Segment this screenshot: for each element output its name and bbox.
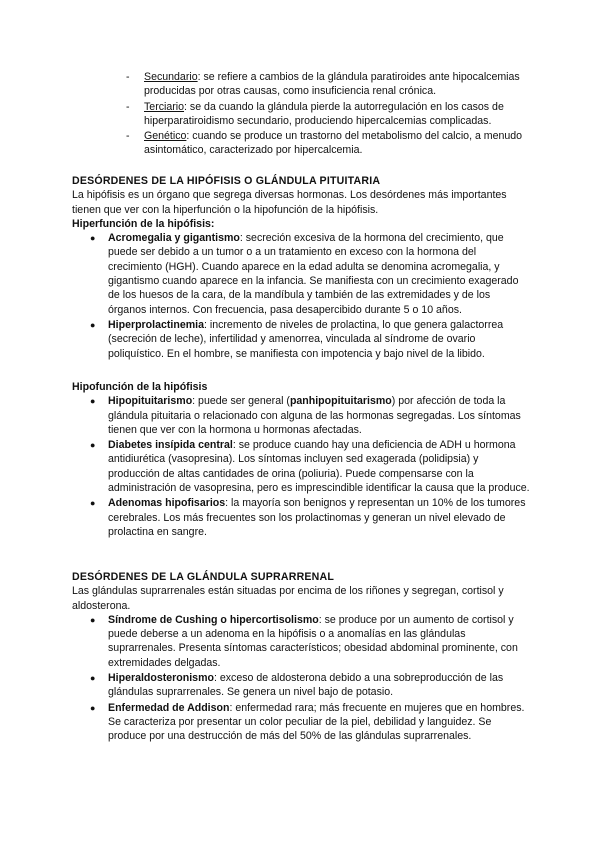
- list-item: [72, 438, 530, 495]
- list-item: [72, 671, 530, 700]
- item-text: : se produce cuando hay una deficiencia de ADH u hormona antidiurética (vasopresina). Los síntomas incluyen sed exagerada (polidipsia) y producción de altas cantidades de orina (poliuria). Puede compensarse con la administración de vasopresina, pero es imprescindible identificar la causa que la produce.: [108, 439, 530, 495]
- term: Hiperaldosteronismo: [108, 672, 214, 685]
- section-heading: DESÓRDENES DE LA HIPÓFISIS O GLÁNDULA PITUITARIA: [72, 175, 381, 187]
- list-item: [72, 613, 530, 670]
- bullet-marker: ●: [90, 440, 96, 451]
- dash-marker: -: [126, 100, 130, 113]
- item-text: : la mayoría son benignos y representan un 10% de los tumores cerebrales. Los más frecuentes son los prolactinomas y generan un nivel elevado de prolactina en sangre.: [108, 497, 526, 538]
- suprarrenal-section: [72, 570, 530, 745]
- bullet-marker: ●: [90, 498, 96, 509]
- item-text: : se da cuando la glándula pierde la autorregulación en los casos de hiperparatiroidismo secundario, produciendo hipercalcemias complicadas.: [144, 100, 504, 127]
- term-secondary: panhipopituitarismo: [289, 395, 392, 408]
- term: Hiperprolactinemia: [108, 318, 204, 331]
- item-text: ) por afección de toda la glándula pituitaria o relacionado con alguna de las hormonas segregadas. Los síntomas tienen que ver con la hormona u hormonas afectadas.: [108, 395, 521, 436]
- bullet-marker: ●: [90, 673, 96, 684]
- hyperparathyroidism-types-list: [126, 70, 536, 159]
- hipofuncion-list: [72, 394, 530, 539]
- item-text: : se refiere a cambios de la glándula paratiroides ante hipocalcemias producidas por otras causas, como insuficiencia renal crónica.: [144, 71, 520, 98]
- dash-marker: -: [126, 130, 130, 143]
- term-genetico: Genético: [144, 130, 187, 143]
- hipofisis-section: [72, 174, 530, 362]
- list-item: [72, 231, 530, 317]
- list-item: [72, 701, 530, 744]
- term-secundario: Secundario: [144, 71, 198, 83]
- hiperfuncion-list: [72, 231, 530, 361]
- item-text: : cuando se produce un trastorno del metabolismo del calcio, a menudo asintomático, caracterizado por hipercalcemia.: [144, 130, 523, 157]
- dash-marker: -: [126, 71, 130, 83]
- list-item: [72, 496, 530, 539]
- bullet-marker: ●: [90, 614, 96, 625]
- term: Síndrome de Cushing o hipercortisolismo: [108, 613, 319, 626]
- term: Adenomas hipofisarios: [108, 497, 226, 510]
- section-intro: La hipófisis es un órgano que segrega diversas hormonas. Los desórdenes más importantes tienen que ver con la hiperfunción o la hipofunción de la hipófisis.: [72, 189, 507, 216]
- subheading-hiperfuncion: Hiperfunción de la hipófisis:: [72, 217, 215, 230]
- list-item: [72, 394, 530, 437]
- bullet-marker: ●: [90, 702, 96, 713]
- list-item: [126, 100, 536, 129]
- term-terciario: Terciario: [144, 100, 185, 113]
- term: Diabetes insípida central: [108, 439, 233, 452]
- bullet-marker: ●: [90, 396, 96, 407]
- list-item: [126, 70, 536, 99]
- list-item: [126, 129, 536, 158]
- term: Hipopituitarismo: [108, 395, 193, 408]
- item-text: : se produce por un aumento de cortisol y puede deberse a un adenoma en la hipófisis o a anomalías en las glándulas suprarrenales. Presenta síntomas característicos; obesidad abdominal prominente, con extremidades delgadas.: [108, 613, 518, 669]
- item-text: : puede ser general (: [192, 395, 290, 408]
- section-heading: DESÓRDENES DE LA GLÁNDULA SUPRARRENAL: [72, 571, 335, 583]
- term: Acromegalia y gigantismo: [108, 232, 240, 245]
- bullet-marker: ●: [90, 233, 96, 244]
- term: Enfermedad de Addison: [108, 701, 230, 714]
- suprarrenal-list: [72, 613, 530, 744]
- item-text: : secreción excesiva de la hormona del crecimiento, que puede ser debido a un tumor o a un tratamiento en exceso con la hormona del crecimiento (HGH). Cuando aparece en la edad adulta se denomina acromegalia, y gigantismo cuando aparece en la infancia. Se manifiesta con un crecimiento exagerado de los huesos de la cara, de la mandíbula y también de las extremidades y de los órganos internos. Con frecuencia, pasa desapercibido durante 5 o 10 años.: [108, 232, 519, 316]
- list-item: [72, 318, 530, 361]
- hipofuncion-section: [72, 380, 530, 540]
- bullet-marker: ●: [90, 319, 96, 330]
- section-intro: Las glándulas suprarrenales están situadas por encima de los riñones y segregan, cortisol y aldosterona.: [72, 585, 504, 612]
- item-text: : enfermedad rara; más frecuente en mujeres que en hombres. Se caracteriza por presentar un color peculiar de la piel, debilidad y languidez. Se produce por una destrucción de más del 50% de las glándulas suprarrenales.: [108, 701, 525, 743]
- subheading-hipofuncion: Hipofunción de la hipófisis: [72, 381, 208, 393]
- item-text: : exceso de aldosterona debido a una sobreproducción de las glándulas suprarrenales. Se genera un nivel bajo de potasio.: [108, 672, 504, 699]
- item-text: : incremento de niveles de prolactina, lo que genera galactorrea (secreción de leche), infertilidad y amenorrea, vinculada al síndrome de ovario poliquístico. En el hombre, se manifiesta con impotencia y bajo nivel de la libido.: [108, 318, 504, 360]
